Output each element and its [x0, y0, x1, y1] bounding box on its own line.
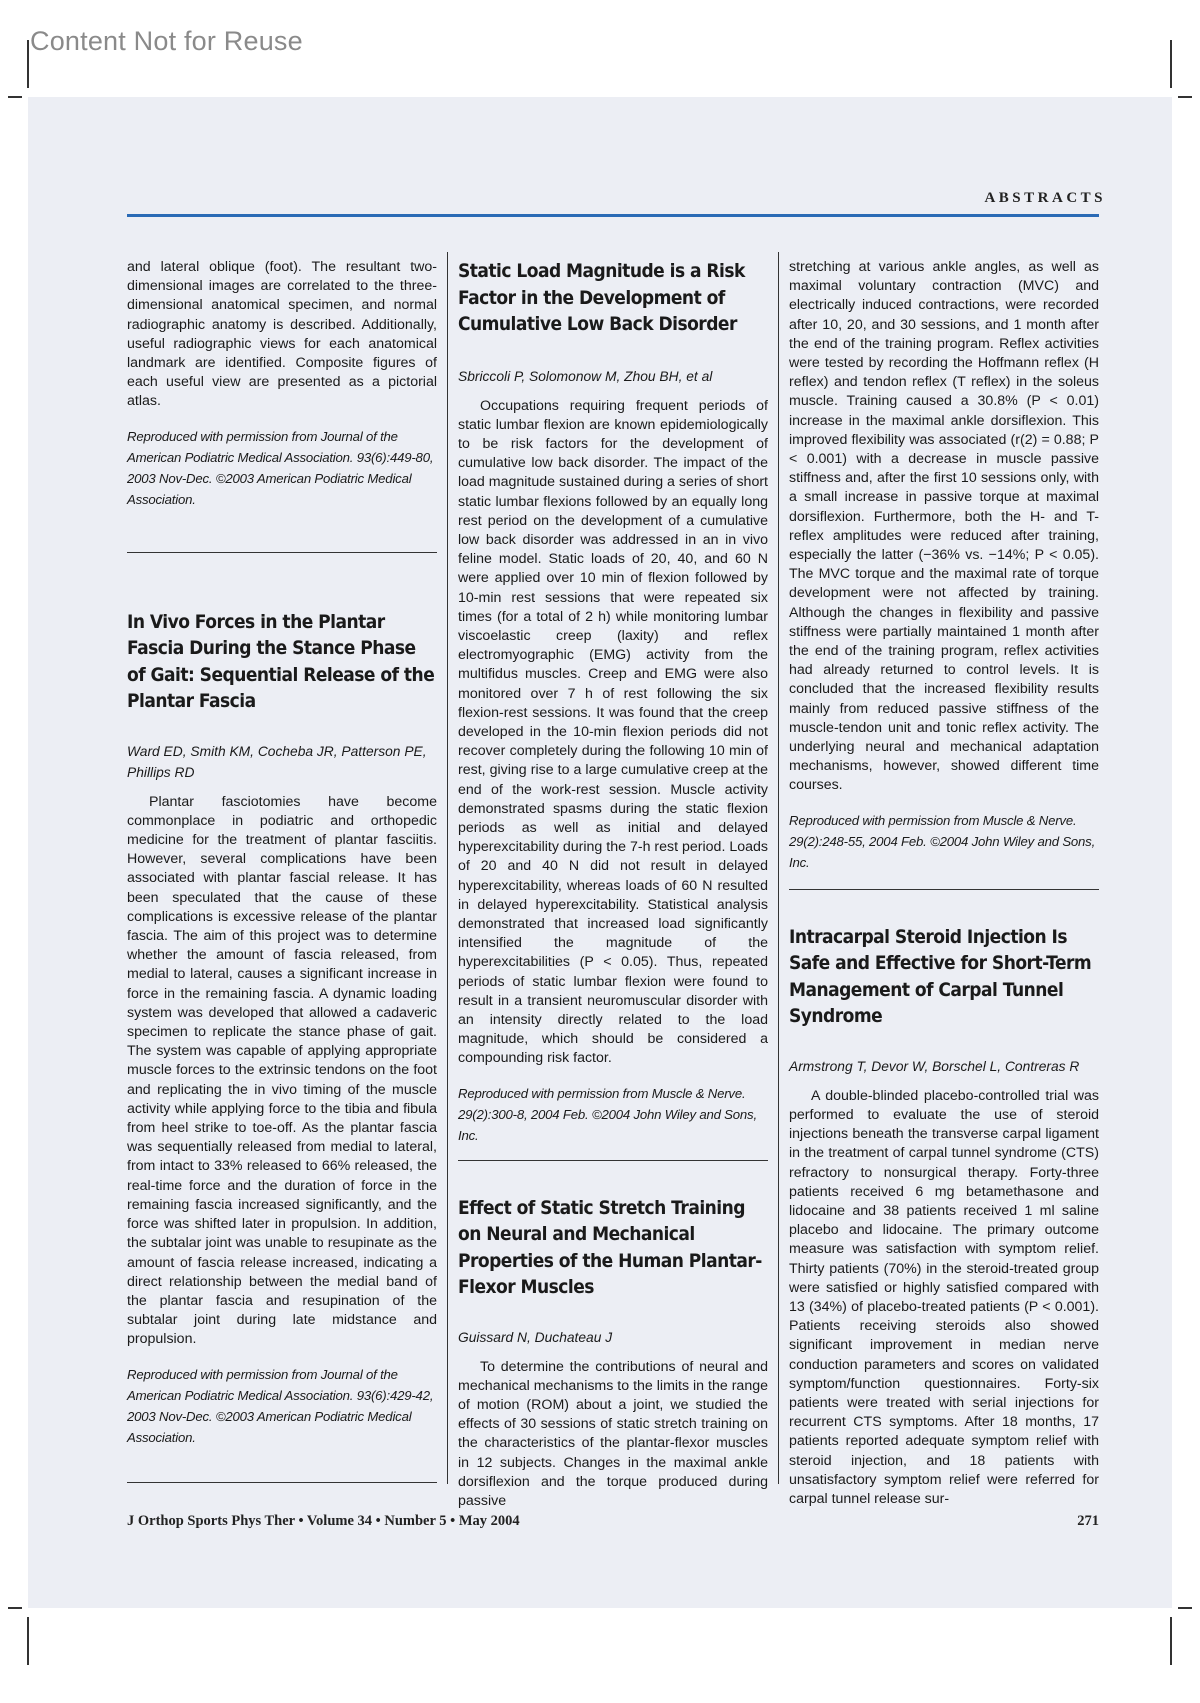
crop-mark-top-left-h	[8, 96, 22, 98]
continued-abstract-text: and lateral oblique (foot). The resultant two-dimensional images are correlated to the three-dimensional anatomical specimen, and normal radiographic anatomy is described. Additionally, useful radiographic views for each anatomical landmark are identified. Composite figures of each useful view are presented as a pictorial atlas.	[127, 259, 437, 410]
crop-mark-bottom-right-h	[1178, 1607, 1192, 1609]
article-authors: Armstrong T, Devor W, Borschel L, Contreras R	[789, 1058, 1080, 1074]
article-separator	[458, 1160, 768, 1161]
column-divider-1	[447, 252, 448, 1484]
watermark: Content Not for Reuse	[30, 26, 303, 56]
article-abstract: A double-blinded placebo-controlled trial was performed to evaluate the use of steroid injections beneath the transverse carpal ligament in the treatment of carpal tunnel syndrome (CTS) refractory to nonsurgical therapy. Forty-three patients received 6 mg betamethasone and lidocaine and 38 patients received 1 ml saline placebo and lidocaine. The primary outcome measure was satisfaction with symptom relief. Thirty patients (70%) in the steroid-treated group were satisfied or highly satisfied compared with 13 (34%) of placebo-treated patients (P < 0.001). Patients receiving steroids also showed significant improvement in median nerve conduction parameters and scores on validated symptom/function questionnaires. Forty-six patients were treated with serial injections for recurrent CTS symptoms. After 18 months, 17 patients reported adequate symptom relief with steroid injection, and 18 patients with unsatisfactory symptom relief were referred for carpal tunnel release sur-	[789, 1087, 1099, 1507]
crop-mark-bottom-left-v	[27, 1617, 29, 1665]
article-title: Static Load Magnitude is a Risk Factor in the Development of Cumulative Low Back Disorder	[458, 260, 745, 335]
article-title: Effect of Static Stretch Training on Neural and Mechanical Properties of the Human Plantar-Flexor Muscles	[458, 1196, 762, 1299]
crop-mark-top-left-v	[27, 40, 29, 88]
reproduction-credit: Reproduced with permission from Journal of the American Podiatric Medical Association. 93(6):449-80, 2003 Nov-Dec. ©2003 American Podiatric Medical Association.	[127, 428, 434, 507]
article-authors: Sbriccoli P, Solomonow M, Zhou BH, et al	[458, 368, 713, 384]
column-3	[789, 258, 1099, 1509]
article-authors: Ward ED, Smith KM, Cocheba JR, Patterson PE, Phillips RD	[127, 743, 427, 780]
page-number: 271	[1077, 1513, 1099, 1529]
continued-abstract-text: stretching at various ankle angles, as well as maximal voluntary contraction (MVC) and electrically induced contractions, were recorded after 10, 20, and 30 sessions, and 1 month after the end of the training program. Reflex activities were tested by recording the Hoffmann reflex (H reflex) and tendon reflex (T reflex) in the soleus muscle. Training caused a 30.8% (P < 0.01) increase in the maximal ankle dorsiflexion. This improved flexibility was associated (r(2) = 0.88; P < 0.001) with a decrease in muscle passive stiffness and, after the first 10 sessions only, with a small increase in passive torque at maximal dorsiflexion. Furthermore, both the H- and T-reflex amplitudes were reduced after training, especially the latter (−36% vs. −14%; P < 0.05). The MVC torque and the maximal rate of torque development were not affected by training. Although the changes in flexibility and passive stiffness were partially maintained 1 month after the end of the training program, reflex activities had already returned to control levels. It is concluded that the increased flexibility results mainly from reduced passive stiffness of the muscle-tendon unit and tonic reflex activity. The underlying neural and mechanical adaptation mechanisms, however, showed different time courses.	[789, 259, 1099, 794]
article-abstract: Plantar fasciotomies have become commonplace in podiatric and orthopedic medicine for the treatment of plantar fasciitis. However, several complications have been associated with plantar fascial release. It has been speculated that the cause of these complications is excessive release of the plantar fascia. The aim of this project was to determine whether the amount of fascia released, from medial to lateral, causes a significant increase in force in the remaining fascia. A dynamic loading system was developed that allowed a cadaveric specimen to replicate the stance phase of gait. The system was capable of applying appropriate muscle forces to the extrinsic tendons on the foot and replicating the in vivo timing of the muscle activity while applying force to the tibia and fibula from heel strike to toe-off. As the plantar fascia was sequentially released from medial to lateral, from intact to 33% released to 66% released, the real-time force and the duration of force in the remaining fascia increased significantly, and the force was shifted later in propulsion. In addition, the subtalar joint was unable to resupinate as the amount of fascia release increased, indicating a direct relationship between the medial band of the plantar fascia and resupination of the subtalar joint during late midstance and propulsion.	[127, 793, 437, 1348]
reproduction-credit: Reproduced with permission from Muscle & Nerve. 29(2):248-55, 2004 Feb. ©2004 John Wiley and Sons, Inc.	[789, 812, 1096, 870]
column-2	[458, 258, 768, 1511]
header-rule	[127, 214, 1099, 217]
section-label: ABSTRACTS	[984, 190, 1106, 206]
column-1	[127, 258, 437, 1483]
journal-citation: J Orthop Sports Phys Ther • Volume 34 • Number 5 • May 2004	[127, 1513, 520, 1529]
crop-mark-bottom-right-v	[1170, 1617, 1172, 1665]
article-title: Intracarpal Steroid Injection Is Safe and Effective for Short-Term Management of Carpal Tunnel Syndrome	[789, 925, 1092, 1028]
crop-mark-top-right-v	[1170, 40, 1172, 88]
article-separator	[127, 552, 437, 553]
article-abstract: To determine the contributions of neural and mechanical mechanisms to the limits in the range of motion (ROM) about a joint, we studied the effects of 30 sessions of static stretch training on the characteristics of the plantar-flexor muscles in 12 subjects. Changes in the maximal ankle dorsiflexion and the torque produced during passive	[458, 1358, 768, 1510]
reproduction-credit: Reproduced with permission from Journal of the American Podiatric Medical Association. 93(6):429-42, 2003 Nov-Dec. ©2003 American Podiatric Medical Association.	[127, 1366, 434, 1445]
article-abstract: Occupations requiring frequent periods of static lumbar flexion are known epidemiologically to be risk factors for the development of cumulative low back disorder. The impact of the load magnitude sustained during a series of short static lumbar flexions followed by an equally long rest period on the development of a cumulative low back disorder was addressed in an in vivo feline model. Static loads of 20, 40, and 60 N were applied over 10 min of flexion followed by 10-min rest sessions that were repeated six times (for a total of 2 h) while monitoring lumbar viscoelastic creep (laxity) and reflex electromyographic (EMG) activity from the multifidus muscles. Creep and EMG were also monitored over 7 h of rest following the six flexion-rest sessions. It was found that the creep developed in the 10-min flexion periods did not recover completely during the following 10 min of rest, giving rise to a large cumulative creep at the end of the work-rest session. Muscle activity demonstrated spasms during the static flexion periods as well as initial and delayed hyperexcitability during the 7-h rest period. Loads of 20 and 40 N did not result in delayed hyperexcitability, whereas loads of 60 N resulted in delayed hyperexcitability. Statistical analysis demonstrated that increased load significantly intensified the magnitude of the hyperexcitabilities (P < 0.05). Thus, repeated periods of static lumbar flexion were found to result in a transient neuromuscular disorder with an intensity directly related to the load magnitude, which should be considered a compounding risk factor.	[458, 397, 768, 1067]
reproduction-credit: Reproduced with permission from Muscle & Nerve. 29(2):300-8, 2004 Feb. ©2004 John Wiley and Sons, Inc.	[458, 1085, 757, 1143]
crop-mark-bottom-left-h	[8, 1607, 22, 1609]
crop-mark-top-right-h	[1178, 96, 1192, 98]
article-separator	[789, 889, 1099, 890]
column-divider-2	[778, 252, 779, 1484]
article-authors: Guissard N, Duchateau J	[458, 1329, 613, 1345]
article-title: In Vivo Forces in the Plantar Fascia During the Stance Phase of Gait: Sequential Release of the Plantar Fascia	[127, 610, 435, 713]
article-separator	[127, 1482, 437, 1483]
